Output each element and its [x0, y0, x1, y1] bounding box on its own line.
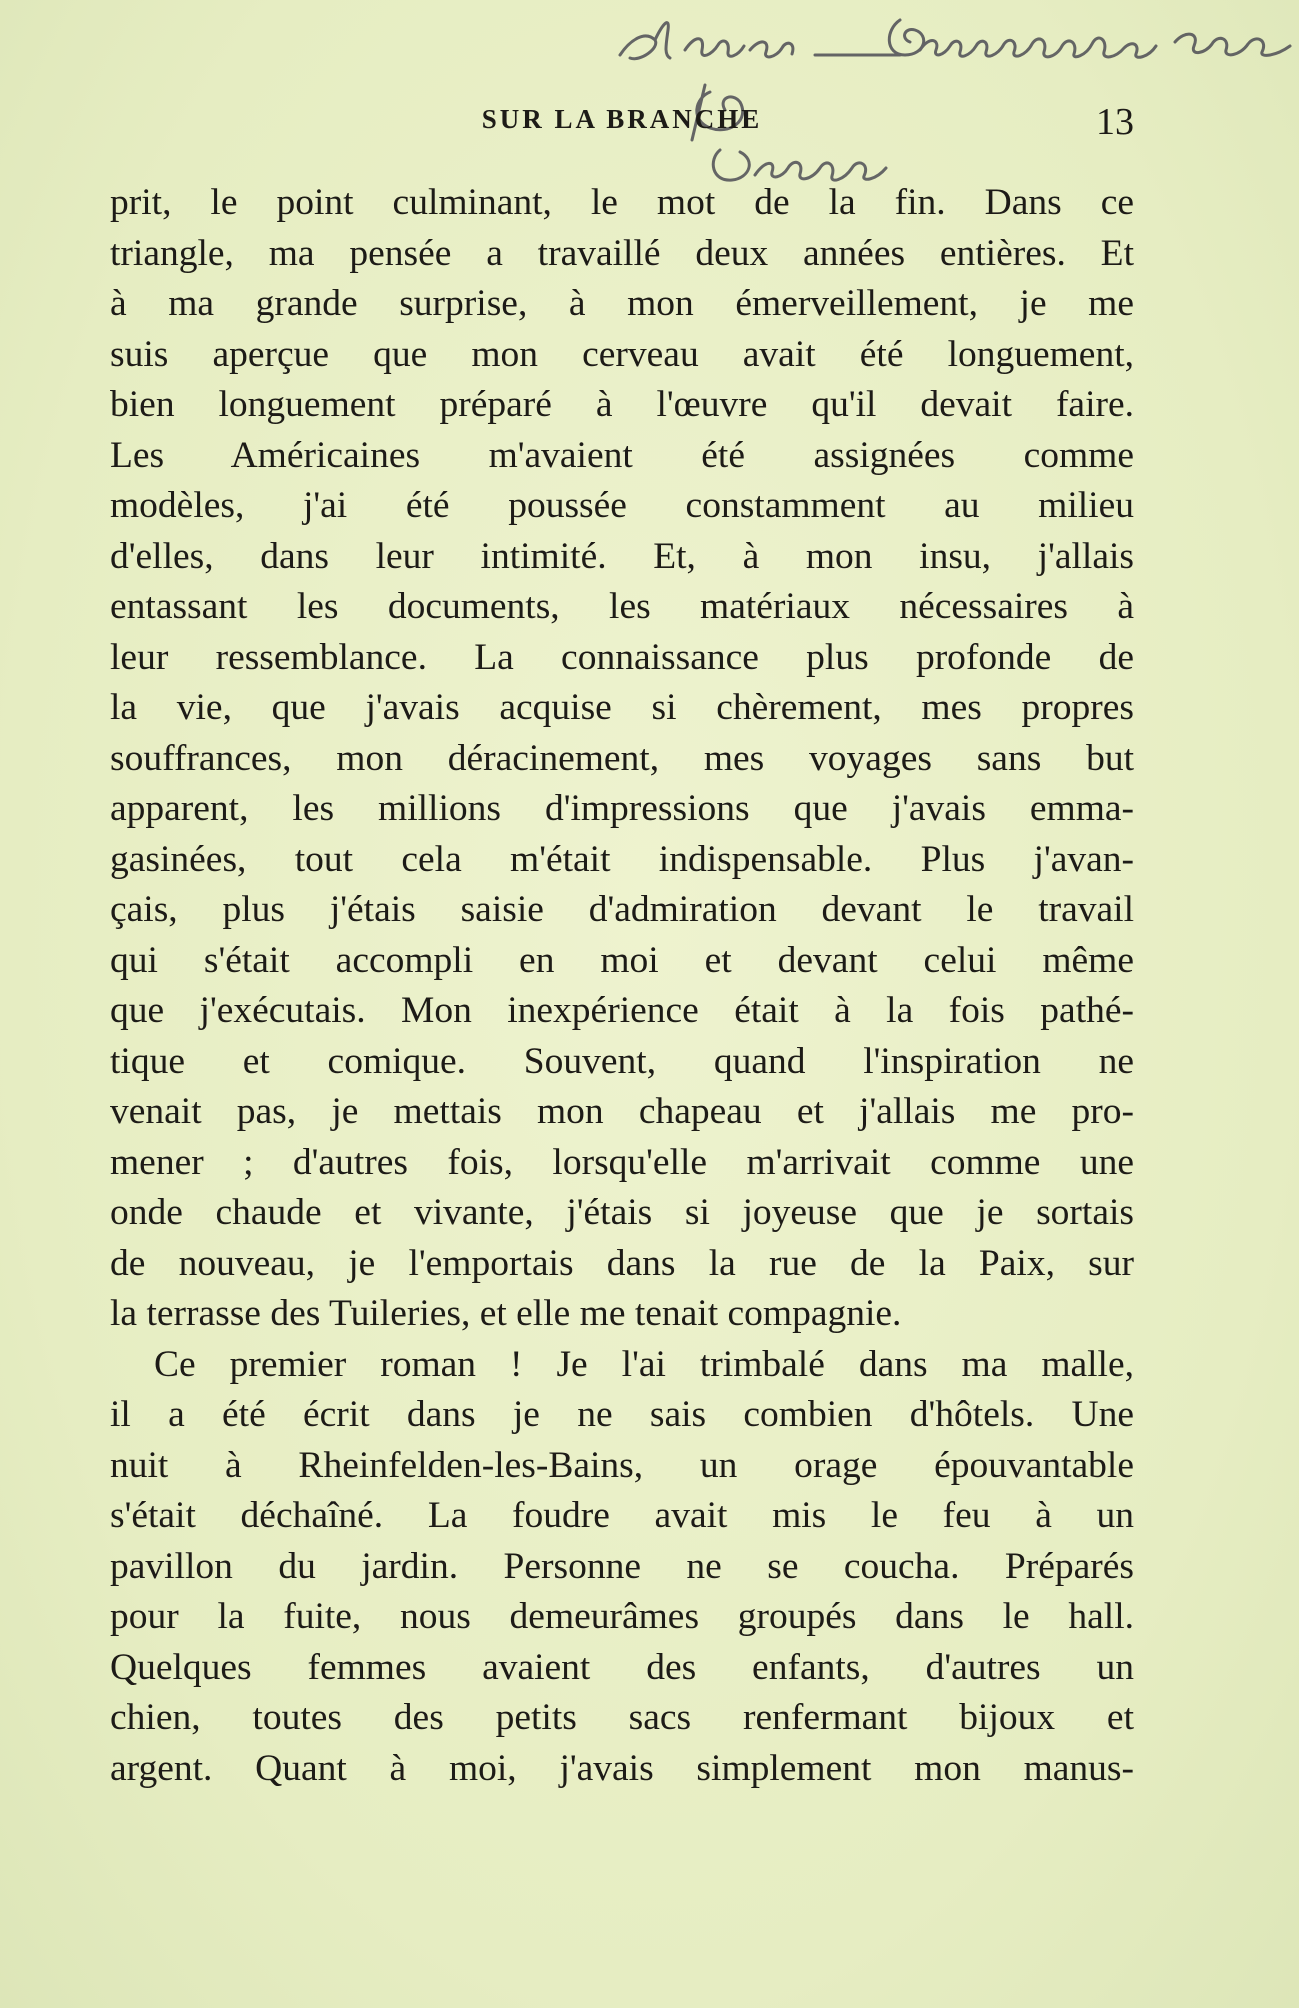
paragraph-end-line: la terrasse des Tuileries, et elle me tenait compagnie.	[110, 1293, 902, 1334]
text-line: bien longuement préparé à l'œuvre qu'il devait faire.	[110, 384, 1134, 425]
text-line: suis aperçue que mon cerveau avait été longuement,	[110, 333, 1134, 375]
text-line: modèles, j'ai été poussée constamment au milieu	[110, 485, 1134, 526]
running-head	[110, 100, 1134, 150]
text-line: prit, le point culminant, le mot de la fin. Dans ce	[110, 182, 1134, 223]
text-line: de nouveau, je l'emportais dans la rue de la Paix, sur	[110, 1242, 1134, 1284]
text-line: onde chaude et vivante, j'étais si joyeuse que je sortais	[110, 1192, 1134, 1233]
text-line: pour la fuite, nous demeurâmes groupés dans le hall.	[110, 1596, 1134, 1637]
text-line: argent. Quant à moi, j'avais simplement mon manus-	[110, 1747, 1134, 1789]
text-line: leur ressemblance. La connaissance plus profonde de	[110, 636, 1134, 678]
text-line: d'elles, dans leur intimité. Et, à mon insu, j'allais	[110, 535, 1134, 577]
page-number: 13	[1096, 101, 1134, 143]
body-text	[110, 178, 1134, 1794]
text-line: s'était déchaîné. La foudre avait mis le feu à un	[110, 1495, 1134, 1536]
text-line: nuit à Rheinfelden-les-Bains, un orage épouvantable	[110, 1444, 1134, 1486]
text-line: chien, toutes des petits sacs renfermant bijoux et	[110, 1697, 1134, 1738]
text-line: gasinées, tout cela m'était indispensable. Plus j'avan-	[110, 838, 1134, 880]
text-line: çais, plus j'étais saisie d'admiration devant le travail	[110, 889, 1134, 930]
text-line: triangle, ma pensée a travaillé deux années entières. Et	[110, 232, 1134, 274]
text-line: à ma grande surprise, à mon émerveillement, je me	[110, 283, 1134, 324]
text-line: la vie, que j'avais acquise si chèrement, mes propres	[110, 687, 1134, 728]
text-line: Les Américaines m'avaient été assignées comme	[110, 434, 1134, 476]
text-line: apparent, les millions d'impressions que j'avais emma-	[110, 788, 1134, 829]
running-title: SUR LA BRANCHE	[481, 104, 763, 134]
text-line: venait pas, je mettais mon chapeau et j'allais me pro-	[110, 1091, 1134, 1132]
text-line: pavillon du jardin. Personne ne se coucha. Préparés	[110, 1545, 1134, 1587]
text-line: qui s'était accompli en moi et devant celui même	[110, 939, 1134, 981]
handwritten-signature	[600, 0, 1299, 190]
text-line: il a été écrit dans je ne sais combien d'hôtels. Une	[110, 1394, 1134, 1435]
paragraph-start-line: Ce premier roman ! Je l'ai trimbalé dans ma malle,	[154, 1343, 1134, 1385]
text-line: entassant les documents, les matériaux nécessaires à	[110, 586, 1134, 627]
text-line: tique et comique. Souvent, quand l'inspiration ne	[110, 1040, 1134, 1082]
text-line: que j'exécutais. Mon inexpérience était à la fois pathé-	[110, 990, 1134, 1031]
text-line: souffrances, mon déracinement, mes voyages sans but	[110, 737, 1134, 779]
text-line: mener ; d'autres fois, lorsqu'elle m'arrivait comme une	[110, 1141, 1134, 1183]
text-line: Quelques femmes avaient des enfants, d'autres un	[110, 1646, 1134, 1688]
